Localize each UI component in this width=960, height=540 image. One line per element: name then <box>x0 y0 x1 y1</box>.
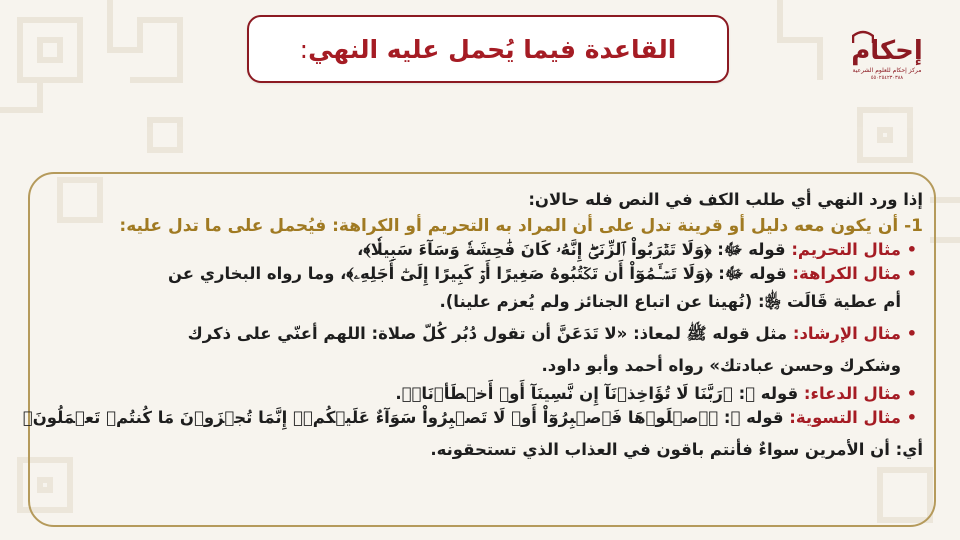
slide-title: القاعدة فيما يُحمل عليه النهي <box>308 34 677 64</box>
logo <box>848 26 926 96</box>
bullet-icon: • <box>906 384 917 403</box>
list-item-guidance <box>55 318 923 350</box>
list-item-guidance-continued: وشكرك وحسن عبادتك» رواه أحمد وأبو داود. <box>541 356 901 375</box>
title-box <box>247 15 729 83</box>
item-label: مثال الإرشاد: <box>792 324 901 343</box>
logo-name: إحكام <box>851 36 923 66</box>
list-item-prohibition <box>55 238 923 262</box>
item-text: قوله ﷻ: ﴿وَلَا تَقۡرَبُواْ ٱلزِّنَىٰٓۖ إِنَّهُۥ كَانَ فَٰحِشَةٗ وَسَآءَ سَبِيلٗا﴾، <box>357 240 792 259</box>
list-item-equivalence <box>22 406 923 430</box>
list-item-dislike-continued: أم عطية قَالَت ﵂: (نُهينا عن اتباع الجنائز ولم يُعزم علينا). <box>439 292 901 311</box>
logo-number: ٥٥٠٢٥٤٢٣٠٣٨٨ <box>870 75 904 81</box>
explanation-line: أي: أن الأمرين سواءٌ فأنتم باقون في العذاب الذي تستحقونه. <box>430 440 923 459</box>
item-text: قوله ﷻ: ﴿وَلَا تَسۡـَٔمُوٓاْ أَن تَكۡتُبُوهُ صَغِيرًا أَوۡ كَبِيرًا إِلَىٰٓ أَجَلِهِۦ﴾، وما رواه البخاري عن <box>167 264 793 283</box>
logo-subtitle: مركز إحكام للعلوم الشرعية <box>852 67 922 74</box>
case-one-line: 1- أن يكون معه دليل أو قرينة تدل على أن المراد به التحريم أو الكراهة: فيُحمل على ما تدل عليه: <box>119 216 923 236</box>
list-item-supplication <box>55 382 923 406</box>
item-text: قوله ﷻ: ﴿رَبَّنَا لَا تُؤَاخِذۡنَآ إِن نَّسِينَآ أَوۡ أَخۡطَأۡنَاۚ﴾. <box>395 384 804 403</box>
intro-line: إذا ورد النهي أي طلب الكف في النص فله حالان: <box>528 190 923 209</box>
title-colon: : <box>299 34 309 64</box>
bullet-icon: • <box>906 408 917 427</box>
item-text: قوله ﷻ: ﴿ٱصۡلَوۡهَا فَٱصۡبِرُوٓاْ أَوۡ لَا تَصۡبِرُواْ سَوَآءٌ عَلَيۡكُمۡۖ إِنَّمَا تُجۡزَوۡنَ مَا كُنتُمۡ تَعۡمَلُونَ﴾ <box>22 408 790 427</box>
item-label: مثال التسوية: <box>789 408 901 427</box>
bullet-icon: • <box>906 264 917 283</box>
item-label: مثال الكراهة: <box>792 264 901 283</box>
item-label: مثال التحريم: <box>791 240 901 259</box>
bullet-icon: • <box>906 324 917 343</box>
logo-arch-icon <box>852 30 874 44</box>
item-text: مثل قوله ﷺ لمعاذ: «لا تَدَعَنَّ أن تقول دُبُر كُلّ صلاة: اللهم أعنّي على ذكرك <box>187 324 793 343</box>
item-label: مثال الدعاء: <box>803 384 901 403</box>
content-body <box>22 188 923 466</box>
bullet-icon: • <box>906 240 917 259</box>
list-item-dislike <box>55 262 923 286</box>
